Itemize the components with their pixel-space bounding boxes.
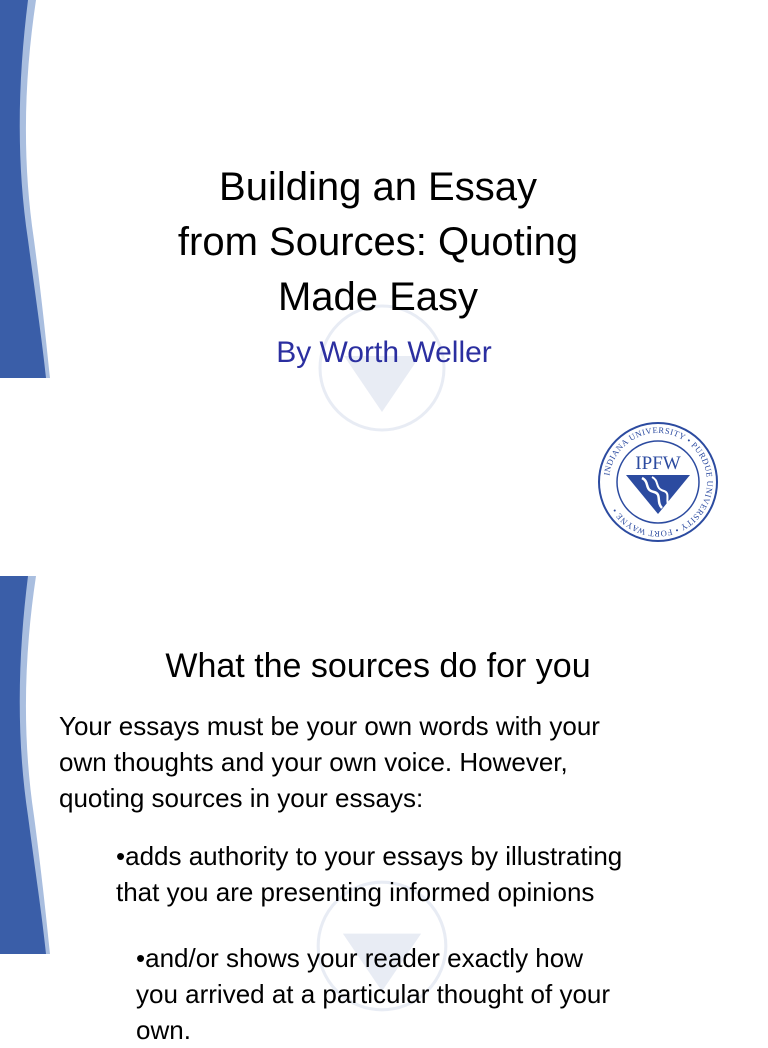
svg-text:IPFW: IPFW [635,453,681,474]
bullet-item: •and/or shows your reader exactly how you arrived at a particular thought of your own. [136,943,611,1045]
ipfw-seal-logo [596,420,720,544]
svg-text:INDIANA UNIVERSITY • PURDUE UN: INDIANA UNIVERSITY • PURDUE UNIVERSITY • FORT WAYNE • [601,424,716,540]
author-byline: By Worth Weller [276,336,492,369]
content-slide [0,576,768,1045]
side-wave-decoration [0,576,60,956]
slide-title: Building an Essay from Sources: Quoting Made Easy [177,165,579,319]
body-paragraph: Your essays must be your own words with your own thoughts and your own voice. However, quoting sources in your essays: [59,711,600,813]
bullet-item: •adds authority to your essays by illustrating that you are presenting informed opinions [116,841,623,907]
side-wave-decoration [0,0,60,380]
slide-title: What the sources do for you [165,647,591,685]
